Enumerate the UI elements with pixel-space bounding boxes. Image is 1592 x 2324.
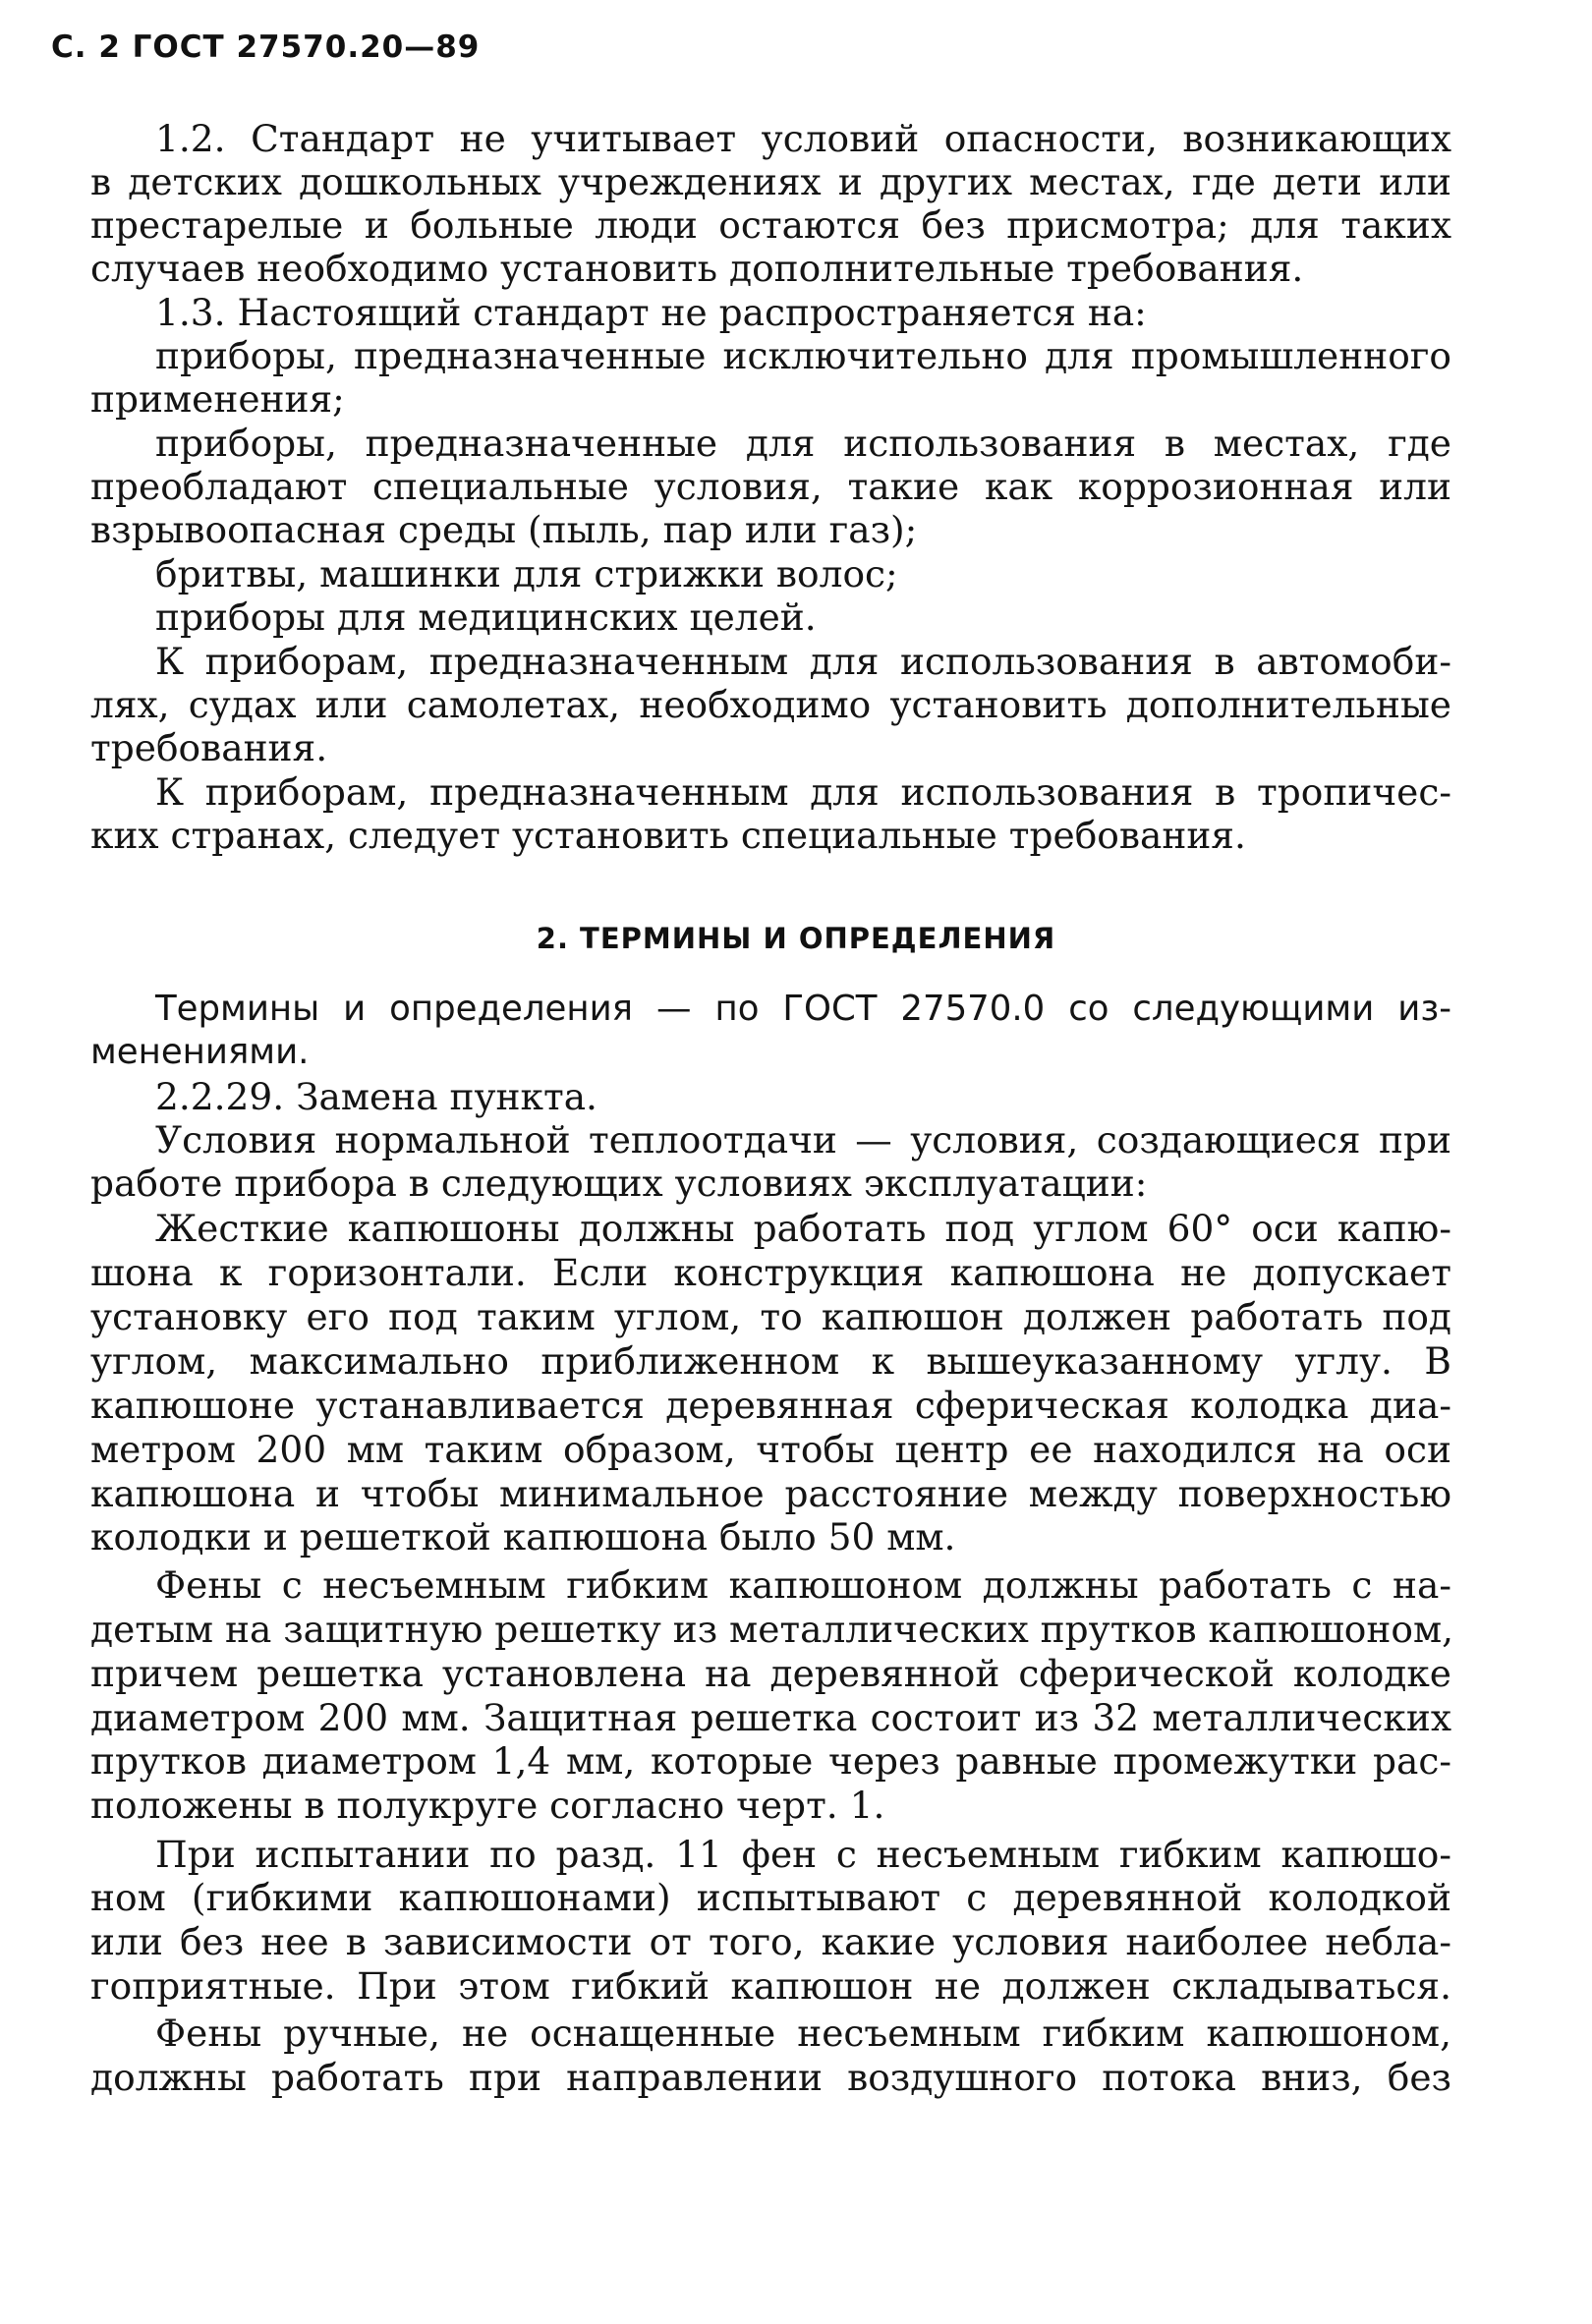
- text-line: бритвы, машинки для стрижки волос;: [155, 552, 898, 595]
- text-line: установку его под таким углом, то капюшон должен работать под: [90, 1295, 1451, 1338]
- text-line: приборы, предназначенные для использования в местах, где: [155, 422, 1451, 465]
- text-line: капюшона и чтобы минимальное расстояние между поверхностью: [90, 1472, 1451, 1515]
- text-line: К приборам, предназначенным для использования в тропичес-: [155, 770, 1451, 814]
- text-line: или без нее в зависимости от того, какие условия наиболее небла-: [90, 1920, 1451, 1963]
- text-line: должны работать при направлении воздушного потока вниз, без: [90, 2056, 1451, 2099]
- text-line: детым на защитную решетку из металлических прутков капюшоном,: [90, 1608, 1454, 1651]
- text-line: приборы, предназначенные исключительно для промышленного: [155, 334, 1451, 377]
- text-line: Жесткие капюшоны должны работать под углом 60° оси капю-: [155, 1207, 1451, 1250]
- text-line: колодки и решеткой капюшона было 50 мм.: [90, 1515, 956, 1559]
- text-line: 1.2. Стандарт не учитывает условий опасности, возникающих: [155, 117, 1451, 160]
- text-line: К приборам, предназначенным для использования в автомоби-: [155, 640, 1451, 683]
- text-line: Условия нормальной теплоотдачи — условия, создающиеся при: [155, 1118, 1451, 1162]
- text-line: прутков диаметром 1,4 мм, которые через равные промежутки рас-: [90, 1739, 1451, 1783]
- text-line: диаметром 200 мм. Защитная решетка состоит из 32 металлических: [90, 1696, 1451, 1739]
- text-line: ном (гибкими капюшонами) испытывают с деревянной колодкой: [90, 1876, 1451, 1919]
- text-line: капюшоне устанавливается деревянная сферическая колодка диа-: [90, 1384, 1451, 1427]
- text-line: преобладают специальные условия, такие как коррозионная или: [90, 465, 1451, 508]
- text-line: требования.: [90, 726, 328, 769]
- text-line: взрывоопасная среды (пыль, пар или газ);: [90, 508, 918, 551]
- text-line: приборы для медицинских целей.: [155, 595, 817, 639]
- text-line: метром 200 мм таким образом, чтобы центр ее находился на оси: [90, 1428, 1451, 1471]
- text-line: 2.2.29. Замена пункта.: [155, 1075, 597, 1118]
- text-line: положены в полукруге согласно черт. 1.: [90, 1784, 885, 1827]
- text-line: применения;: [90, 377, 345, 421]
- text-line: причем решетка установлена на деревянной сферической колодке: [90, 1652, 1451, 1695]
- text-line: престарелые и больные люди остаются без присмотра; для таких: [90, 203, 1451, 247]
- section-title: 2. ТЕРМИНЫ И ОПРЕДЕЛЕНИЯ: [536, 922, 1056, 955]
- text-line: менениями.: [90, 1032, 310, 1072]
- text-line: в детских дошкольных учреждениях и других местах, где дети или: [90, 160, 1451, 203]
- text-line: случаев необходимо установить дополнительные требования.: [90, 247, 1304, 290]
- text-line: Фены ручные, не оснащенные несъемным гибким капюшоном,: [155, 2012, 1451, 2055]
- text-line: шона к горизонтали. Если конструкция капюшона не допускает: [90, 1251, 1451, 1294]
- text-line: Термины и определения — по ГОСТ 27570.0 со следующими из-: [155, 989, 1451, 1029]
- page-header: С. 2 ГОСТ 27570.20—89: [51, 29, 481, 65]
- text-line: ких странах, следует установить специальные требования.: [90, 814, 1246, 857]
- text-line: углом, максимально приближенном к вышеуказанному углу. В: [90, 1339, 1451, 1383]
- text-line: работе прибора в следующих условиях эксплуатации:: [90, 1162, 1148, 1205]
- text-line: лях, судах или самолетах, необходимо установить дополнительные: [90, 683, 1451, 726]
- text-line: При испытании по разд. 11 фен с несъемным гибким капюшо-: [155, 1833, 1451, 1876]
- text-line: Фены с несъемным гибким капюшоном должны работать с на-: [155, 1563, 1451, 1607]
- text-line: 1.3. Настоящий стандарт не распространяется на:: [155, 291, 1147, 334]
- text-line: гоприятные. При этом гибкий капюшон не должен складываться.: [90, 1964, 1451, 2008]
